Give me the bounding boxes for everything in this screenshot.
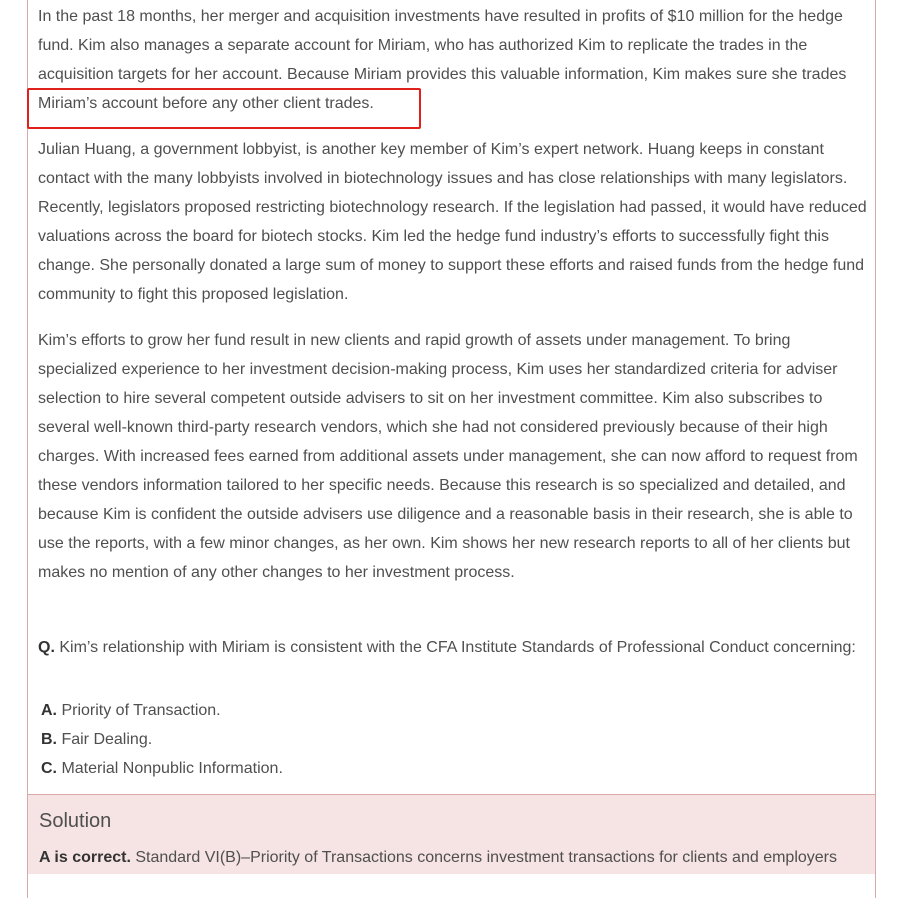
- option-text: Priority of Transaction.: [61, 702, 221, 719]
- solution-panel: [27, 794, 876, 874]
- solution-body: Standard VI(B)–Priority of Transactions concerns investment transactions for clients and employers: [135, 849, 837, 866]
- option-text: Material Nonpublic Information.: [61, 760, 283, 777]
- highlight-annotation-box: [27, 88, 421, 129]
- passage-paragraph-1: In the past 18 months, her merger and acquisition investments have resulted in profits of $10 million for the hedge fund. Kim also manages a separate account for Miriam, who has authorized Kim to replicate the trades in the acquisition targets for her account. Because Miriam provides this valuable information, Kim makes sure she trades Miriam’s account before any other client trades.: [38, 8, 847, 112]
- solution-lead: A is correct.: [39, 849, 131, 866]
- question-text: Kim’s relationship with Miriam is consistent with the CFA Institute Standards of Professional Conduct concerning:: [59, 639, 856, 656]
- option-letter: A.: [41, 702, 57, 719]
- question: [38, 633, 870, 662]
- passage-paragraph-3: Kim’s efforts to grow her fund result in new clients and rapid growth of assets under management. To bring specialized experience to her investment decision-making process, Kim uses her standardized criteria for adviser selection to hire several competent outside advisers to sit on her investment committee. Kim also subscribes to several well-known third-party research vendors, which she had not considered previously because of their high charges. With increased fees earned from additional assets under management, she can now afford to request from these vendors information tailored to her specific needs. Because this research is so specialized and detailed, and because Kim is confident the outside advisers use diligence and a reasonable basis in their research, she is able to use the reports, with a few minor changes, as her own. Kim shows her new research reports to all of her clients but makes no mention of any other changes to her investment process.: [38, 332, 858, 581]
- option-letter: B.: [41, 731, 57, 748]
- option-text: Fair Dealing.: [61, 731, 153, 748]
- answer-options: [41, 696, 873, 783]
- option-letter: C.: [41, 760, 57, 777]
- solution-title: Solution: [39, 810, 112, 832]
- passage-paragraph-2: Julian Huang, a government lobbyist, is another key member of Kim’s expert network. Huang keeps in constant contact with the many lobbyists involved in biotechnology issues and has close relationships with many legislators. Recently, legislators proposed restricting biotechnology research. If the legislation had passed, it would have reduced valuations across the board for biotech stocks. Kim led the hedge fund industry’s efforts to successfully fight this change. She personally donated a large sum of money to support these efforts and raised funds from the hedge fund community to fight this proposed legislation.: [38, 141, 867, 303]
- option-b[interactable]: [41, 725, 873, 754]
- option-a[interactable]: [41, 696, 873, 725]
- option-c[interactable]: [41, 754, 873, 783]
- question-label: Q.: [38, 639, 55, 656]
